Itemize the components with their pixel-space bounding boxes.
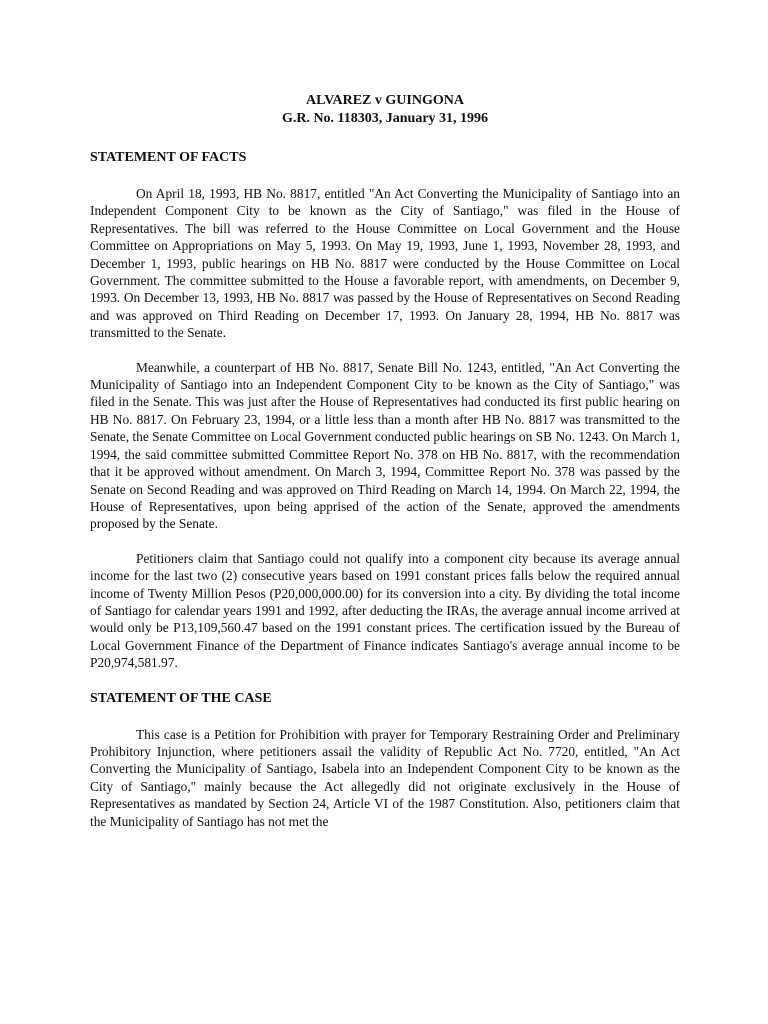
facts-paragraph-3: Petitioners claim that Santiago could not qualify into a component city because its average annual income for the last two (2) consecutive years based on 1991 constant prices falls below the required annual income of Twenty Million Pesos (P20,000,000.00) for its conversion into a city. By dividing the total income of Santiago for calendar years 1991 and 1992, after deducting the IRAs, the average annual income arrived at would only be P13,109,560.47 based on the 1991 constant prices. The certification issued by the Bureau of Local Government Finance of the Department of Finance indicates Santiago's average annual income to be P20,974,581.97. — [90, 550, 680, 671]
heading-statement-of-facts: STATEMENT OF FACTS — [90, 150, 247, 165]
case-citation: G.R. No. 118303, January 31, 1996 — [281, 111, 489, 126]
heading-statement-of-the-case: STATEMENT OF THE CASE — [90, 690, 272, 706]
case-paragraph-1: This case is a Petition for Prohibition with prayer for Temporary Restraining Order and Preliminary Prohibitory Injunction, where petitioners assail the validity of Republic Act No. 7720, entitled, "An Act Converting the Municipality of Santiago, Isabela into an Independent Component City to be known as the City of Santiago," mainly because the Act allegedly did not originate exclusively in the House of Representatives as mandated by Section 24, Article VI of the 1987 Constitution. Also, petitioners claim that the Municipality of Santiago has not met the — [90, 726, 680, 829]
case-title: ALVAREZ v GUINGONA — [306, 93, 464, 108]
case-title-block — [90, 92, 680, 128]
facts-paragraph-1: On April 18, 1993, HB No. 8817, entitled "An Act Converting the Municipality of Santiago into an Independent Component City to be known as the City of Santiago," was filed in the House of Representatives. The bill was referred to the House Committee on Local Government and the House Committee on Appropriations on May 5, 1993. On May 19, 1993, June 1, 1993, November 28, 1993, and December 1, 1993, public hearings on HB No. 8817 were conducted by the House Committee on Local Government. The committee submitted to the House a favorable report, with amendments, on December 9, 1993. On December 13, 1993, HB No. 8817 was passed by the House of Representatives on Second Reading and was approved on Third Reading on December 17, 1993. On January 28, 1994, HB No. 8817 was transmitted to the Senate. — [90, 186, 680, 341]
facts-paragraph-2: Meanwhile, a counterpart of HB No. 8817, Senate Bill No. 1243, entitled, "An Act Converting the Municipality of Santiago into an Independent Component City to be known as the City of Santiago," was filed in the Senate. This was just after the House of Representatives had conducted its first public hearing on HB No. 8817. On February 23, 1994, or a little less than a month after HB No. 8817 was transmitted to the Senate, the Senate Committee on Local Government conducted public hearings on SB No. 1243. On March 1, 1994, the said committee submitted Committee Report No. 378 on HB No. 8817, with the recommendation that it be approved without amendment. On March 3, 1994, Committee Report No. 378 was passed by the Senate on Second Reading and was approved on Third Reading on March 14, 1994. On March 22, 1994, the House of Representatives, upon being apprised of the action of the Senate, approved the amendments proposed by the Senate. — [90, 359, 680, 532]
